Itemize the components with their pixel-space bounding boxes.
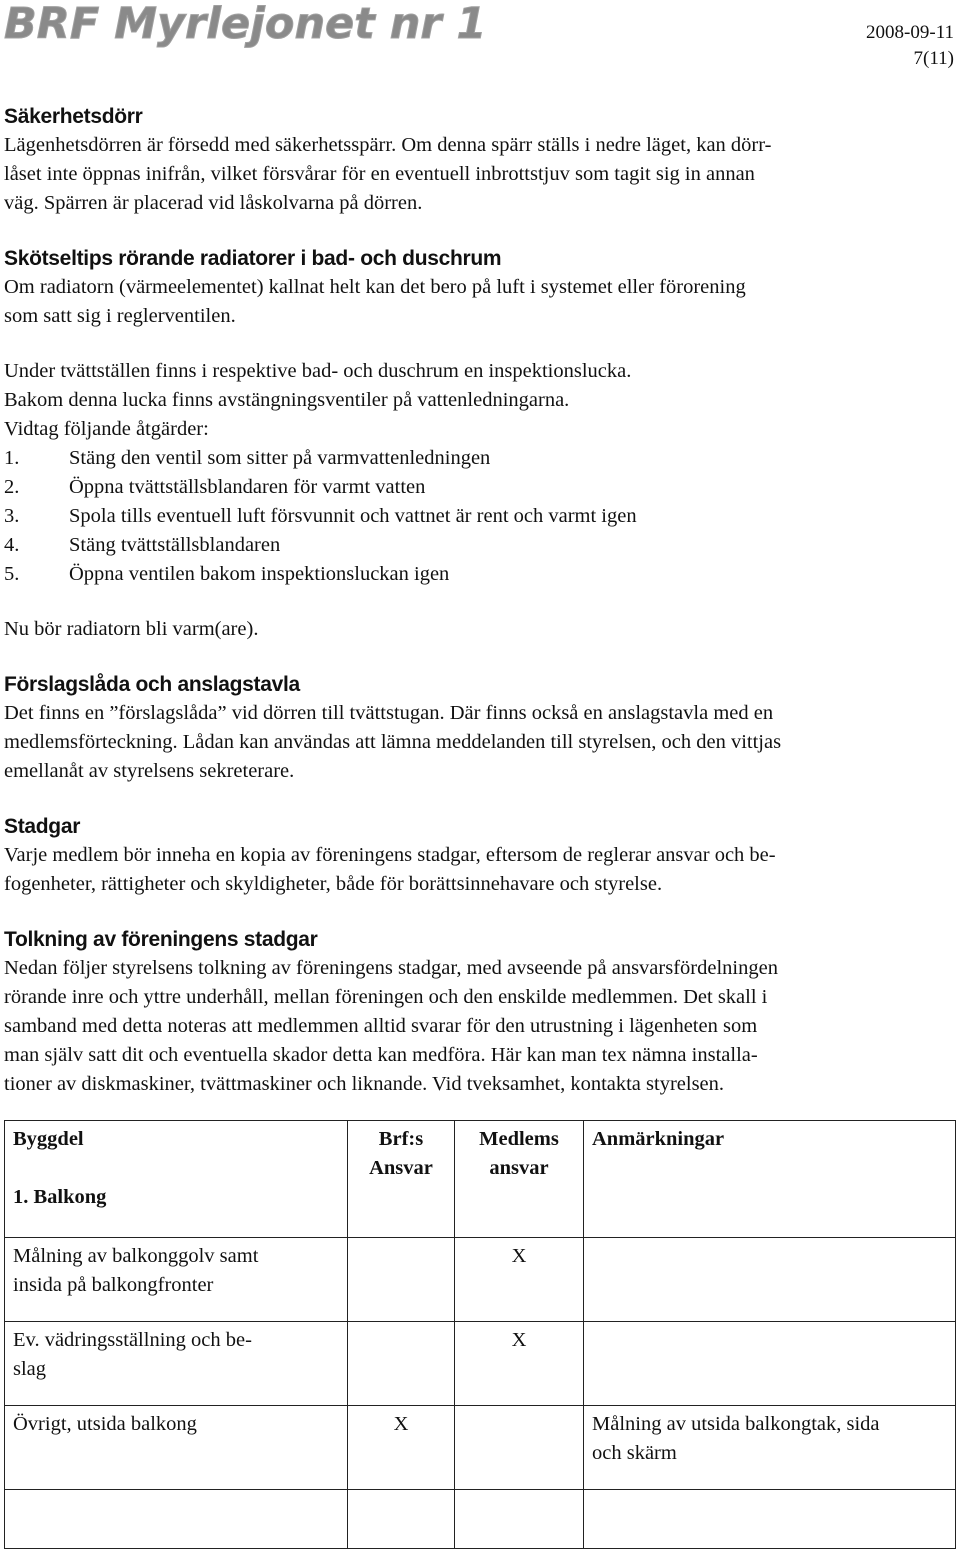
cell-anmarkning <box>584 1406 956 1490</box>
paragraph-line: fogenheter, rättigheter och skyldigheter, både för borättsinnehavare och styrelse. <box>4 873 663 895</box>
cell-medlem: X <box>455 1322 584 1406</box>
section-skotseltips <box>4 244 954 644</box>
header-balkong: 1. Balkong <box>13 1186 107 1208</box>
list-text: Stäng den ventil som sitter på varmvattenledningen <box>69 447 491 469</box>
list-number: 2. <box>4 476 20 498</box>
paragraph-line: Det finns en ”förslagslåda” vid dörren till tvättstugan. Där finns också en anslagstavla med en <box>4 702 774 724</box>
header-cell-anmarkningar: Anmärkningar <box>584 1121 956 1238</box>
cell-brf <box>348 1322 455 1406</box>
header-byggdel: Byggdel <box>13 1128 84 1150</box>
blank-line <box>13 1154 339 1183</box>
list-text: Öppna ventilen bakom inspektionsluckan igen <box>69 563 450 585</box>
list-item <box>4 531 954 560</box>
table-row <box>5 1322 956 1406</box>
paragraph-line: tioner av diskmaskiner, tvättmaskiner och liknande. Vid tveksamhet, kontakta styrelsen. <box>4 1073 725 1095</box>
spacer <box>4 899 954 925</box>
cell-medlem: X <box>455 1238 584 1322</box>
section-heading: Tolkning av föreningens stadgar <box>4 928 318 951</box>
section-forslagslada <box>4 670 954 786</box>
list-item <box>4 444 954 473</box>
list-number: 3. <box>4 505 20 527</box>
header-date: 2008-09-11 <box>866 22 954 43</box>
list-text: Öppna tvättställsblandaren för varmt vatten <box>69 476 426 498</box>
cell-byggdel <box>5 1406 348 1490</box>
spacer <box>4 644 954 670</box>
cell-empty <box>584 1490 956 1549</box>
document-body <box>4 102 954 1099</box>
responsibility-table <box>4 1120 956 1549</box>
table-row-empty <box>5 1490 956 1549</box>
cell-brf <box>348 1238 455 1322</box>
cell-text: Målning av balkonggolv samt <box>13 1245 259 1267</box>
spacer <box>4 218 954 244</box>
list-item <box>4 502 954 531</box>
spacer <box>4 331 954 357</box>
paragraph-line: Lägenhetsdörren är försedd med säkerhetsspärr. Om denna spärr ställs i nedre läget, kan dörr- <box>4 134 772 156</box>
cell-text: Målning av utsida balkongtak, sida <box>592 1413 880 1435</box>
section-heading: Förslagslåda och anslagstavla <box>4 673 300 696</box>
paragraph-line: medlemsförteckning. Lådan kan användas att lämna meddelanden till styrelsen, och den vittjas <box>4 731 782 753</box>
header-medlems: Medlems <box>479 1128 559 1150</box>
paragraph-line: väg. Spärren är placerad vid låskolvarna på dörren. <box>4 192 423 214</box>
list-number: 4. <box>4 534 20 556</box>
paragraph-line: Varje medlem bör inneha en kopia av föreningens stadgar, eftersom de reglerar ansvar och be- <box>4 844 776 866</box>
header-brf-ansvar: Ansvar <box>369 1157 433 1179</box>
header-brf: Brf:s <box>378 1128 424 1150</box>
cell-empty <box>455 1490 584 1549</box>
paragraph-line: Under tvättställen finns i respektive bad- och duschrum en inspektionslucka. <box>4 360 632 382</box>
header-cell-byggdel <box>5 1121 348 1238</box>
cell-text: Övrigt, utsida balkong <box>13 1413 197 1435</box>
table-row <box>5 1238 956 1322</box>
cell-medlem <box>455 1406 584 1490</box>
list-number: 1. <box>4 447 20 469</box>
paragraph-line: man själv satt dit och eventuella skador detta kan medföra. Här kan man tex nämna installa- <box>4 1044 758 1066</box>
paragraph-line: Bakom denna lucka finns avstängningsventiler på vattenledningarna. <box>4 389 570 411</box>
cell-text: slag <box>13 1358 47 1380</box>
spacer <box>4 786 954 812</box>
page-number: 7(11) <box>913 48 954 69</box>
header-cell-medlem <box>455 1121 584 1238</box>
cell-text: och skärm <box>592 1442 677 1464</box>
section-heading: Säkerhetsdörr <box>4 105 143 128</box>
cell-byggdel <box>5 1322 348 1406</box>
list-number: 5. <box>4 563 20 585</box>
section-sakerhetsdorr <box>4 102 954 218</box>
cell-brf: X <box>348 1406 455 1490</box>
paragraph-line: rörande inre och yttre underhåll, mellan föreningen och den enskilde medlemmen. Det skall i <box>4 986 768 1008</box>
list-item <box>4 473 954 502</box>
header-medlem-ansvar: ansvar <box>489 1157 549 1179</box>
cell-empty <box>5 1490 348 1549</box>
cell-text: insida på balkongfronter <box>13 1274 214 1296</box>
cell-byggdel <box>5 1238 348 1322</box>
section-tolkning <box>4 925 954 1099</box>
paragraph-line: Vidtag följande åtgärder: <box>4 418 209 440</box>
paragraph-line: låset inte öppnas inifrån, vilket försvårar för en eventuell inbrottstjuv som tagit sig in annan <box>4 163 755 185</box>
spacer <box>4 589 954 615</box>
paragraph-line: emellanåt av styrelsens sekreterare. <box>4 760 295 782</box>
list-item <box>4 560 954 589</box>
header-cell-brf <box>348 1121 455 1238</box>
paragraph-line: Om radiatorn (värmeelementet) kallnat helt kan det bero på luft i systemet eller förorening <box>4 276 746 298</box>
table-row <box>5 1406 956 1490</box>
section-heading: Stadgar <box>4 815 81 838</box>
list-text: Stäng tvättställsblandaren <box>69 534 281 556</box>
paragraph-line: Nedan följer styrelsens tolkning av föreningens stadgar, med avseende på ansvarsfördelningen <box>4 957 778 979</box>
cell-anmarkning <box>584 1322 956 1406</box>
paragraph-line: samband med detta noteras att medlemmen alltid svarar för den utrustning i lägenheten som <box>4 1015 758 1037</box>
cell-empty <box>348 1490 455 1549</box>
cell-text: Ev. vädringsställning och be- <box>13 1329 252 1351</box>
list-text: Spola tills eventuell luft försvunnit och vattnet är rent och varmt igen <box>69 505 637 527</box>
paragraph-line: Nu bör radiatorn bli varm(are). <box>4 618 259 640</box>
section-stadgar <box>4 812 954 899</box>
table-header-row <box>5 1121 956 1238</box>
section-heading: Skötseltips rörande radiatorer i bad- och duschrum <box>4 247 502 270</box>
brf-logo: BRF Myrlejonet nr 1 <box>4 0 487 49</box>
paragraph-line: som satt sig i reglerventilen. <box>4 305 236 327</box>
cell-anmarkning <box>584 1238 956 1322</box>
